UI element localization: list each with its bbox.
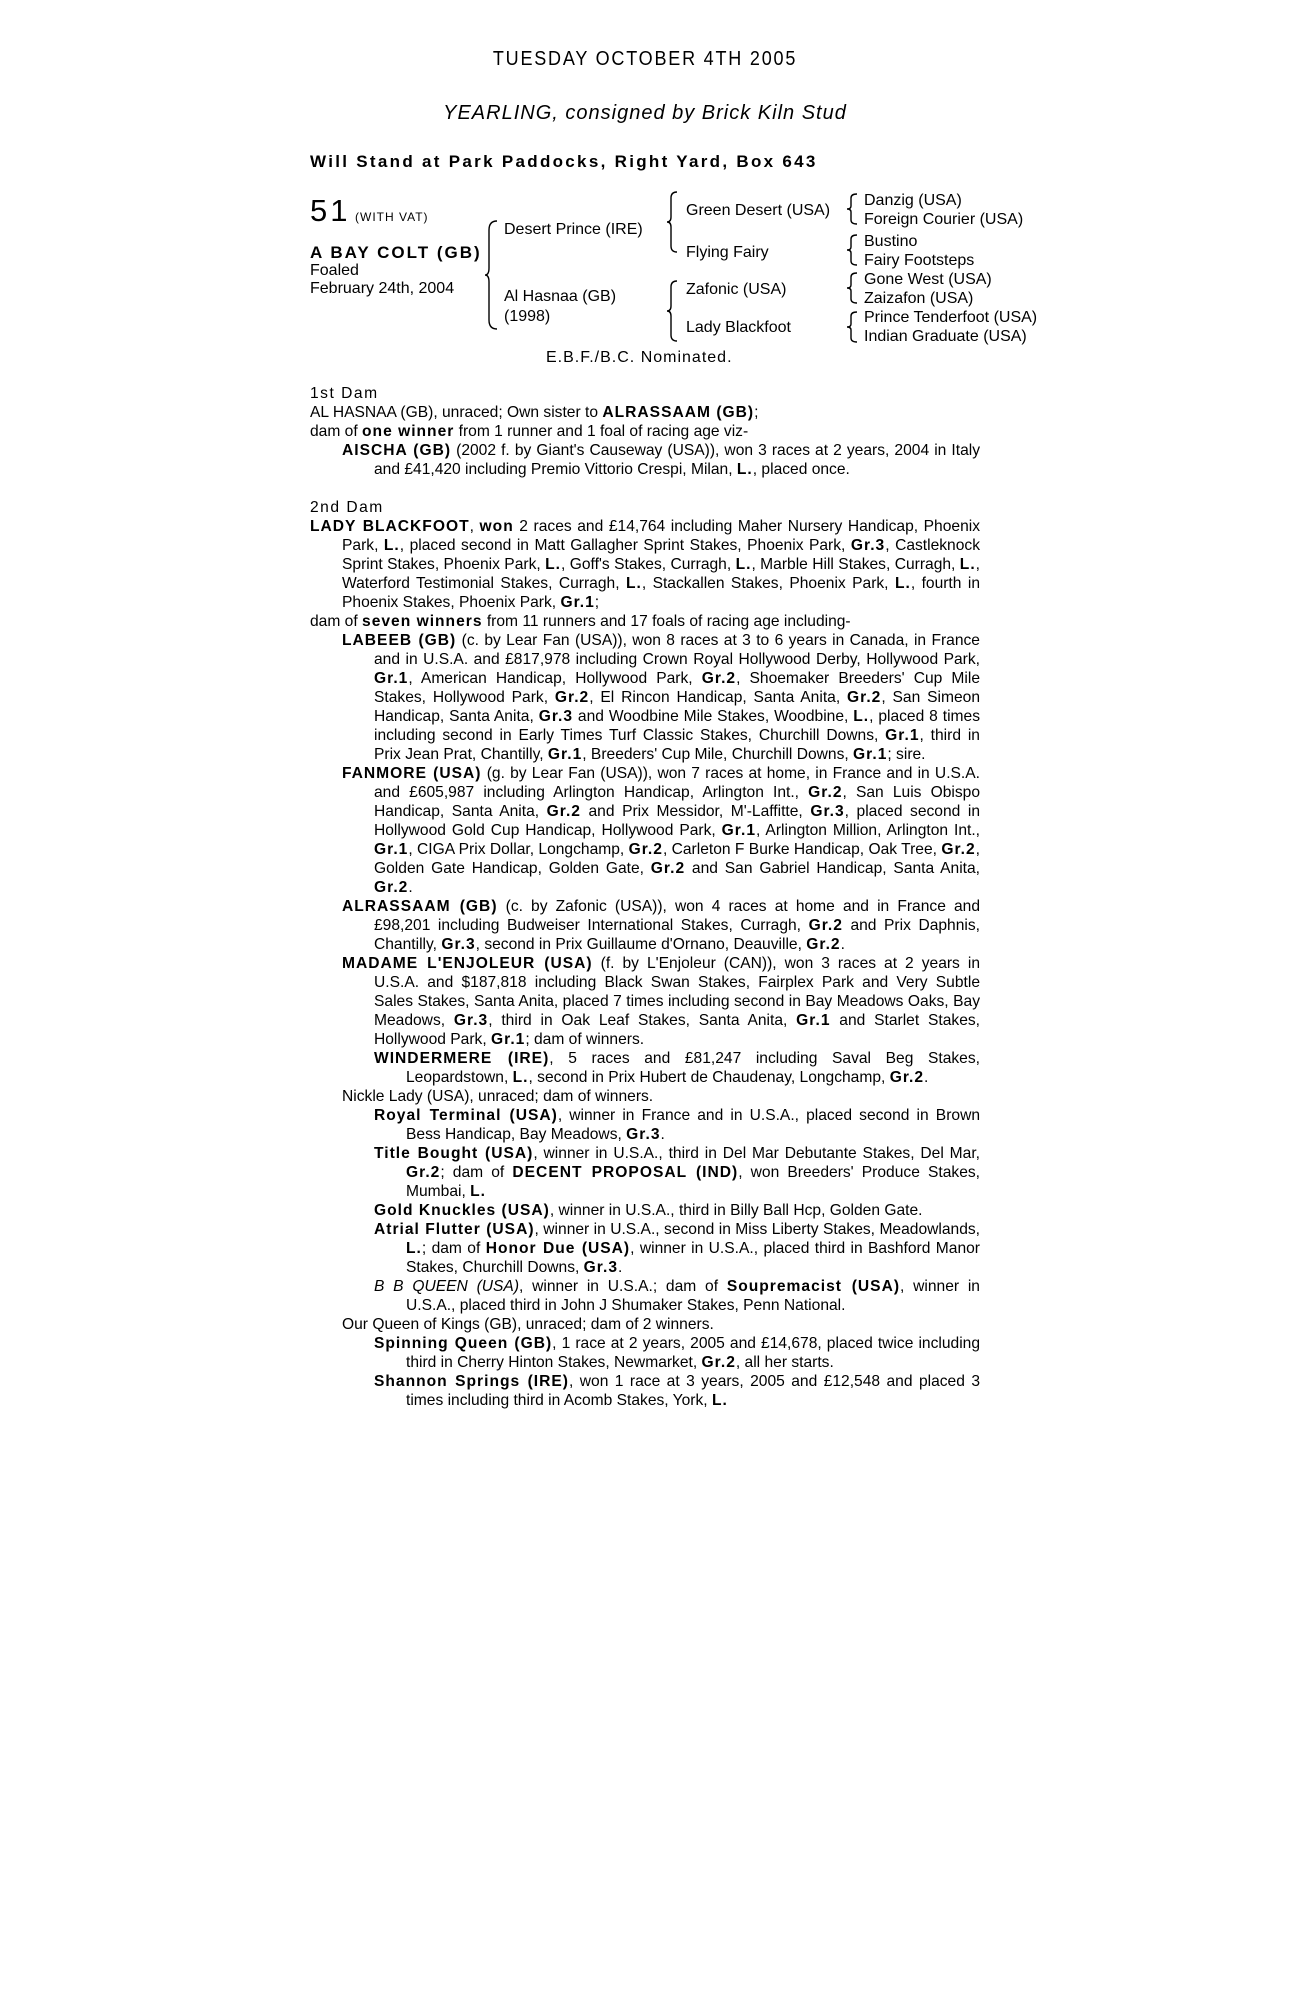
consignment-line: YEARLING, consigned by Brick Kiln Stud bbox=[443, 102, 847, 124]
horse-name: A BAY COLT (GB) bbox=[310, 243, 482, 262]
brace-icon bbox=[846, 311, 858, 343]
second-dam-produce-summary: dam of seven winners from 11 runners and 17 foals of racing age including- bbox=[310, 613, 851, 630]
pedigree-dam-sire: Zafonic (USA) bbox=[686, 281, 787, 298]
pedigree-gg-6: Zaizafon (USA) bbox=[864, 290, 974, 307]
produce-madame-lenjoleur: MADAME L'ENJOLEUR (USA) (f. by L'Enjoleur (CAN)), won 3 races at 2 years in U.S.A. and $187,818 including Black Swan Stakes, Fairplex Park and Very Subtle Sales Stakes, Santa Anita, placed 7 times including second in Bay Meadows Oaks, Bay Meadows, Gr.3, third in Oak Leaf Stakes, Santa Anita, Gr.1 and Starlet Stakes, Hollywood Park, Gr.1; dam of winners. bbox=[342, 955, 980, 1048]
lot-number: 51 bbox=[310, 193, 351, 228]
produce-royal-terminal: Royal Terminal (USA), winner in France and in U.S.A., placed second in Brown Bess Handicap, Bay Meadows, Gr.3. bbox=[374, 1107, 980, 1143]
pedigree-dam-year: (1998) bbox=[504, 308, 551, 325]
catalogue-body bbox=[310, 384, 980, 1410]
pedigree-gg-5: Gone West (USA) bbox=[864, 271, 992, 288]
foaled-label: Foaled bbox=[310, 262, 359, 279]
pedigree-gg-4: Fairy Footsteps bbox=[864, 252, 975, 269]
produce-labeeb: LABEEB (GB) (c. by Lear Fan (USA)), won 8 races at 3 to 6 years in Canada, in France and in U.S.A. and £817,978 including Crown Royal Hollywood Derby, Hollywood Park, Gr.1, American Handicap, Hollywood Park, Gr.2, Shoemaker Breeders' Cup Mile Stakes, Hollywood Park, Gr.2, El Rincon Handicap, Santa Anita, Gr.2, San Simeon Handicap, Santa Anita, Gr.3 and Woodbine Mile Stakes, Woodbine, L., placed 8 times including second in Early Times Turf Classic Stakes, Churchill Downs, Gr.1, third in Prix Jean Prat, Chantilly, Gr.1, Breeders' Cup Mile, Churchill Downs, Gr.1; sire. bbox=[342, 632, 980, 763]
pedigree-gg-2: Foreign Courier (USA) bbox=[864, 211, 1024, 228]
produce-nickle-lady: Nickle Lady (USA), unraced; dam of winners. bbox=[342, 1088, 654, 1105]
foaled-date: February 24th, 2004 bbox=[310, 280, 455, 297]
brace-icon bbox=[666, 191, 678, 253]
produce-alrassaam: ALRASSAAM (GB) (c. by Zafonic (USA)), won 4 races at home and in France and £98,201 including Budweiser International Stakes, Curragh, Gr.2 and Prix Daphnis, Chantilly, Gr.3, second in Prix Guillaume d'Ornano, Deauville, Gr.2. bbox=[342, 898, 980, 953]
box-location: Will Stand at Park Paddocks, Right Yard, Box 643 bbox=[310, 152, 818, 171]
produce-spinning-queen: Spinning Queen (GB), 1 race at 2 years, 2005 and £14,678, placed twice including third in Cherry Hinton Stakes, Newmarket, Gr.2, all her starts. bbox=[374, 1335, 980, 1371]
produce-bb-queen: B B QUEEN (USA), winner in U.S.A.; dam of Soupremacist (USA), winner in U.S.A., placed third in John J Shumaker Stakes, Penn National. bbox=[374, 1278, 980, 1314]
pedigree-gg-8: Indian Graduate (USA) bbox=[864, 328, 1027, 345]
brace-icon bbox=[666, 280, 678, 342]
pedigree-dam-dam: Lady Blackfoot bbox=[686, 319, 791, 336]
pedigree-dam: Al Hasnaa (GB) bbox=[504, 288, 617, 305]
produce-fanmore: FANMORE (USA) (g. by Lear Fan (USA)), won 7 races at home, in France and in U.S.A. and £605,987 including Arlington Handicap, Arlington Int., Gr.2, San Luis Obispo Handicap, Santa Anita, Gr.2 and Prix Messidor, M'-Laffitte, Gr.3, placed second in Hollywood Gold Cup Handicap, Hollywood Park, Gr.1, Arlington Million, Arlington Int., Gr.1, CIGA Prix Dollar, Longchamp, Gr.2, Carleton F Burke Handicap, Oak Tree, Gr.2, Golden Gate Handicap, Golden Gate, Gr.2 and San Gabriel Handicap, Santa Anita, Gr.2. bbox=[342, 765, 981, 896]
produce-title-bought: Title Bought (USA), winner in U.S.A., third in Del Mar Debutante Stakes, Del Mar, Gr.2; dam of DECENT PROPOSAL (IND), won Breeders' Produce Stakes, Mumbai, L. bbox=[374, 1145, 980, 1200]
brace-icon bbox=[846, 193, 858, 225]
pedigree-gg-1: Danzig (USA) bbox=[864, 192, 962, 209]
brace-icon bbox=[846, 234, 858, 266]
produce-shannon-springs: Shannon Springs (IRE), won 1 race at 3 years, 2005 and £12,548 and placed 3 times including third in Acomb Stakes, York, L. bbox=[374, 1373, 980, 1409]
pedigree-sire-sire: Green Desert (USA) bbox=[686, 202, 831, 219]
second-dam-record: LADY BLACKFOOT, won 2 races and £14,764 including Maher Nursery Handicap, Phoenix Park, L., placed second in Matt Gallagher Sprint Stakes, Phoenix Park, Gr.3, Castleknock Sprint Stakes, Phoenix Park, L., Goff's Stakes, Curragh, L., Marble Hill Stakes, Curragh, L., Waterford Testimonial Stakes, Curragh, L., Stackallen Stakes, Phoenix Park, L., fourth in Phoenix Stakes, Phoenix Park, Gr.1; bbox=[310, 518, 981, 611]
produce-atrial-flutter: Atrial Flutter (USA), winner in U.S.A., second in Miss Liberty Stakes, Meadowlands, L.; dam of Honor Due (USA), winner in U.S.A., placed third in Bashford Manor Stakes, Churchill Downs, Gr.3. bbox=[374, 1221, 981, 1276]
first-dam-heading: 1st Dam bbox=[310, 385, 379, 402]
pedigree-gg-7: Prince Tenderfoot (USA) bbox=[864, 309, 1038, 326]
produce-our-queen-of-kings: Our Queen of Kings (GB), unraced; dam of 2 winners. bbox=[342, 1316, 714, 1333]
brace-icon bbox=[846, 272, 858, 304]
vat-note: (WITH VAT) bbox=[355, 210, 429, 224]
pedigree-sire: Desert Prince (IRE) bbox=[504, 221, 643, 238]
produce-gold-knuckles: Gold Knuckles (USA), winner in U.S.A., third in Billy Ball Hcp, Golden Gate. bbox=[374, 1202, 923, 1219]
first-dam-line-2: dam of one winner from 1 runner and 1 foal of racing age viz- bbox=[310, 423, 749, 440]
first-dam-line-1: AL HASNAA (GB), unraced; Own sister to ALRASSAAM (GB); bbox=[310, 404, 759, 421]
brace-icon bbox=[484, 220, 498, 330]
nomination-note: E.B.F./B.C. Nominated. bbox=[546, 349, 733, 366]
sale-date: TUESDAY OCTOBER 4TH 2005 bbox=[492, 48, 798, 70]
pedigree-gg-3: Bustino bbox=[864, 233, 918, 250]
produce-windermere: WINDERMERE (IRE), 5 races and £81,247 including Saval Beg Stakes, Leopardstown, L., second in Prix Hubert de Chaudenay, Longchamp, Gr.2. bbox=[374, 1050, 980, 1086]
produce-aischa: AISCHA (GB) (2002 f. by Giant's Causeway (USA)), won 3 races at 2 years, 2004 in Italy and £41,420 including Premio Vittorio Crespi, Milan, L., placed once. bbox=[342, 442, 981, 478]
second-dam-heading: 2nd Dam bbox=[310, 499, 384, 516]
pedigree-sire-dam: Flying Fairy bbox=[686, 244, 769, 261]
